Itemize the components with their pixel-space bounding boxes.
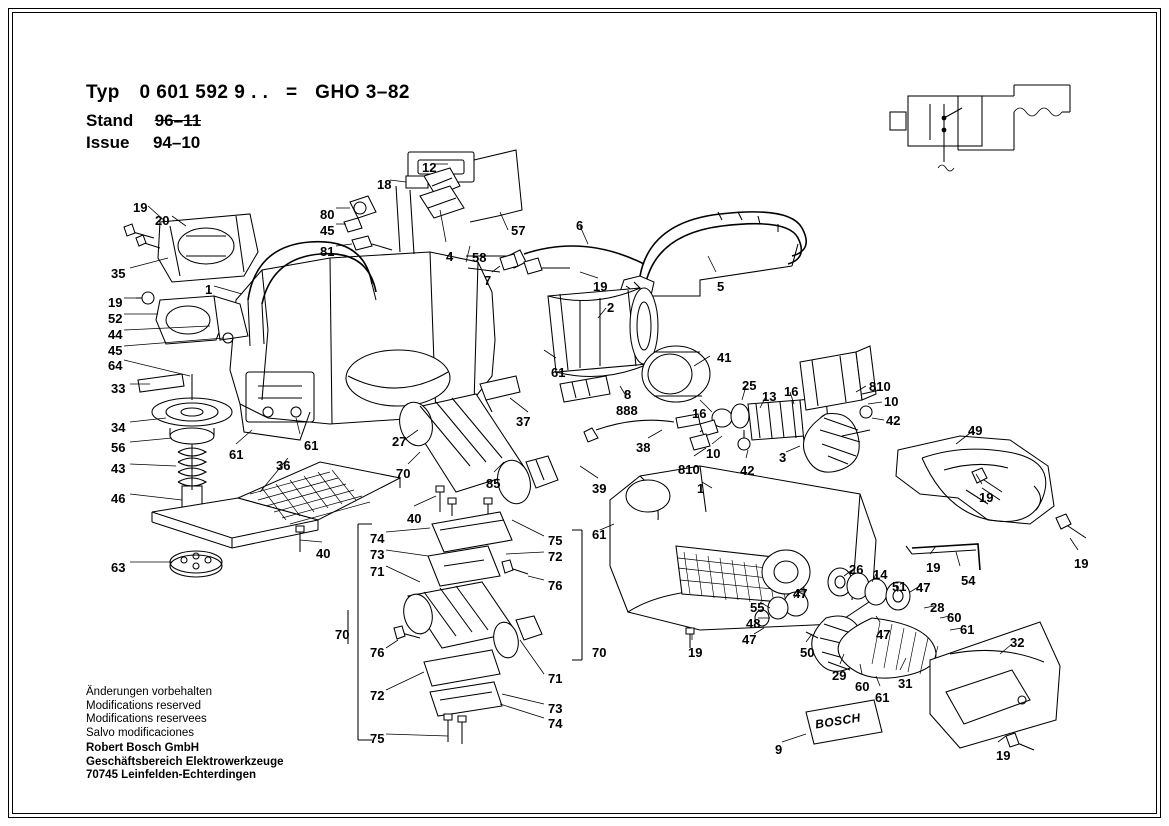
stator-2: [548, 288, 658, 377]
callout-42: 42: [740, 463, 755, 478]
issue-label: Issue: [86, 133, 130, 152]
callout-19: 19: [688, 645, 703, 660]
callout-60: 60: [947, 610, 962, 625]
callout-27: 27: [392, 434, 407, 449]
callout-810: 810: [869, 379, 891, 394]
callout-70: 70: [335, 627, 350, 642]
cover-52-44: [136, 292, 248, 344]
callout-63: 63: [111, 560, 126, 575]
callout-45: 45: [320, 223, 335, 238]
callout-48: 48: [746, 616, 761, 631]
callout-43: 43: [111, 461, 126, 476]
plate-37: [480, 376, 610, 412]
callout-47: 47: [793, 586, 808, 601]
company-name: Robert Bosch GmbH: [86, 742, 200, 754]
callout-4: 4: [446, 249, 454, 264]
callout-13: 13: [762, 389, 777, 404]
callout-80: 80: [320, 207, 335, 222]
callout-72: 72: [370, 688, 385, 703]
callout-19: 19: [108, 295, 123, 310]
callout-81: 81: [320, 244, 335, 259]
callout-75: 75: [370, 731, 385, 746]
callout-74: 74: [370, 531, 385, 546]
callout-26: 26: [849, 562, 864, 577]
issue-value: 94–10: [152, 133, 201, 152]
callout-1: 1: [697, 481, 705, 496]
callout-40: 40: [316, 546, 331, 561]
callout-19: 19: [996, 748, 1011, 763]
stand-value: 96–11: [154, 111, 202, 130]
callout-38: 38: [636, 440, 651, 455]
callout-49: 49: [968, 423, 983, 438]
callout-71: 71: [548, 671, 563, 686]
callout-47: 47: [742, 632, 757, 647]
footer-line-en: Modifications reserved: [86, 699, 202, 712]
cover-35: [158, 214, 258, 282]
callout-36: 36: [276, 458, 291, 473]
callout-55: 55: [750, 600, 765, 615]
callout-19: 19: [926, 560, 941, 575]
callout-33: 33: [111, 381, 126, 396]
callout-16: 16: [784, 384, 799, 399]
callout-76: 76: [370, 645, 385, 660]
wiring-schematic: [890, 85, 1070, 171]
title-model: GHO 3–82: [315, 82, 410, 103]
callout-76: 76: [548, 578, 563, 593]
callout-20: 20: [155, 213, 170, 228]
company-city: 70745 Leinfelden-Echterdingen: [86, 769, 256, 781]
callout-61: 61: [551, 365, 566, 380]
callout-16: 16: [692, 406, 707, 421]
handle-49: [896, 436, 1086, 538]
callout-6: 6: [576, 218, 584, 233]
callout-61: 61: [229, 447, 244, 462]
title-equals: =: [286, 82, 298, 103]
callout-2: 2: [607, 300, 615, 315]
callout-888: 888: [616, 403, 638, 418]
callout-54: 54: [961, 573, 976, 588]
callout-19: 19: [133, 200, 148, 215]
callout-810: 810: [678, 462, 700, 477]
callout-29: 29: [832, 668, 847, 683]
callout-19: 19: [979, 490, 994, 505]
callout-47: 47: [916, 580, 931, 595]
callout-14: 14: [873, 567, 888, 582]
callout-44: 44: [108, 327, 123, 342]
footer-line-fr: Modifications reservees: [86, 713, 207, 725]
callout-56: 56: [111, 440, 126, 455]
callout-74: 74: [548, 716, 563, 731]
callout-5: 5: [717, 279, 725, 294]
callout-25: 25: [742, 378, 757, 393]
title-label: Typ: [86, 82, 120, 103]
callout-12: 12: [422, 160, 437, 175]
callout-41: 41: [717, 350, 732, 365]
callout-9: 9: [775, 742, 783, 757]
callout-10: 10: [884, 394, 899, 409]
callout-64: 64: [108, 358, 123, 373]
callout-46: 46: [111, 491, 126, 506]
title-number: 0 601 592 9 . .: [139, 82, 269, 103]
callout-60: 60: [855, 679, 870, 694]
callout-61: 61: [304, 438, 319, 453]
callout-10: 10: [706, 446, 721, 461]
callout-7: 7: [484, 273, 492, 288]
callout-61: 61: [875, 690, 890, 705]
callout-75: 75: [548, 533, 563, 548]
callout-35: 35: [111, 266, 126, 281]
callout-37: 37: [516, 414, 531, 429]
allen-key-54: [906, 544, 980, 570]
callout-18: 18: [377, 177, 392, 192]
callout-52: 52: [108, 311, 123, 326]
callout-50: 50: [800, 645, 815, 660]
callout-71: 71: [370, 564, 385, 579]
callout-58: 58: [472, 250, 487, 265]
footer-line-es: Salvo modificaciones: [86, 726, 195, 739]
callout-85: 85: [486, 476, 501, 491]
callout-8: 8: [624, 387, 632, 402]
callout-45: 45: [108, 343, 123, 358]
belt-cover-32: [930, 622, 1060, 750]
callout-40: 40: [407, 511, 422, 526]
callout-70: 70: [396, 466, 411, 481]
callout-47: 47: [876, 627, 891, 642]
company-division: Geschäftsbereich Elektrowerkzeuge: [86, 755, 284, 768]
callout-3: 3: [779, 450, 787, 465]
callout-19: 19: [593, 279, 608, 294]
callout-1: 1: [205, 282, 213, 297]
callout-31: 31: [898, 676, 913, 691]
callout-61: 61: [960, 622, 975, 637]
stand-label: Stand: [86, 111, 134, 130]
depth-adjust-stack: [138, 374, 232, 577]
callout-72: 72: [548, 549, 563, 564]
callout-42: 42: [886, 413, 901, 428]
motor-can-upper: [395, 394, 558, 507]
callout-57: 57: [511, 223, 526, 238]
callout-61: 61: [592, 527, 607, 542]
callout-32: 32: [1010, 635, 1025, 650]
callout-73: 73: [370, 547, 385, 562]
brush-holder-right: [800, 346, 880, 418]
callout-34: 34: [111, 420, 126, 435]
callout-28: 28: [930, 600, 945, 615]
callout-19: 19: [1074, 556, 1089, 571]
callout-39: 39: [592, 481, 607, 496]
bosch-logo-text: BOSCH: [814, 710, 862, 732]
fan-housing-41: [642, 346, 710, 402]
callout-73: 73: [548, 701, 563, 716]
footer-line-de: Änderungen vorbehalten: [86, 686, 212, 698]
callout-51: 51: [892, 579, 907, 594]
callout-70: 70: [592, 645, 607, 660]
